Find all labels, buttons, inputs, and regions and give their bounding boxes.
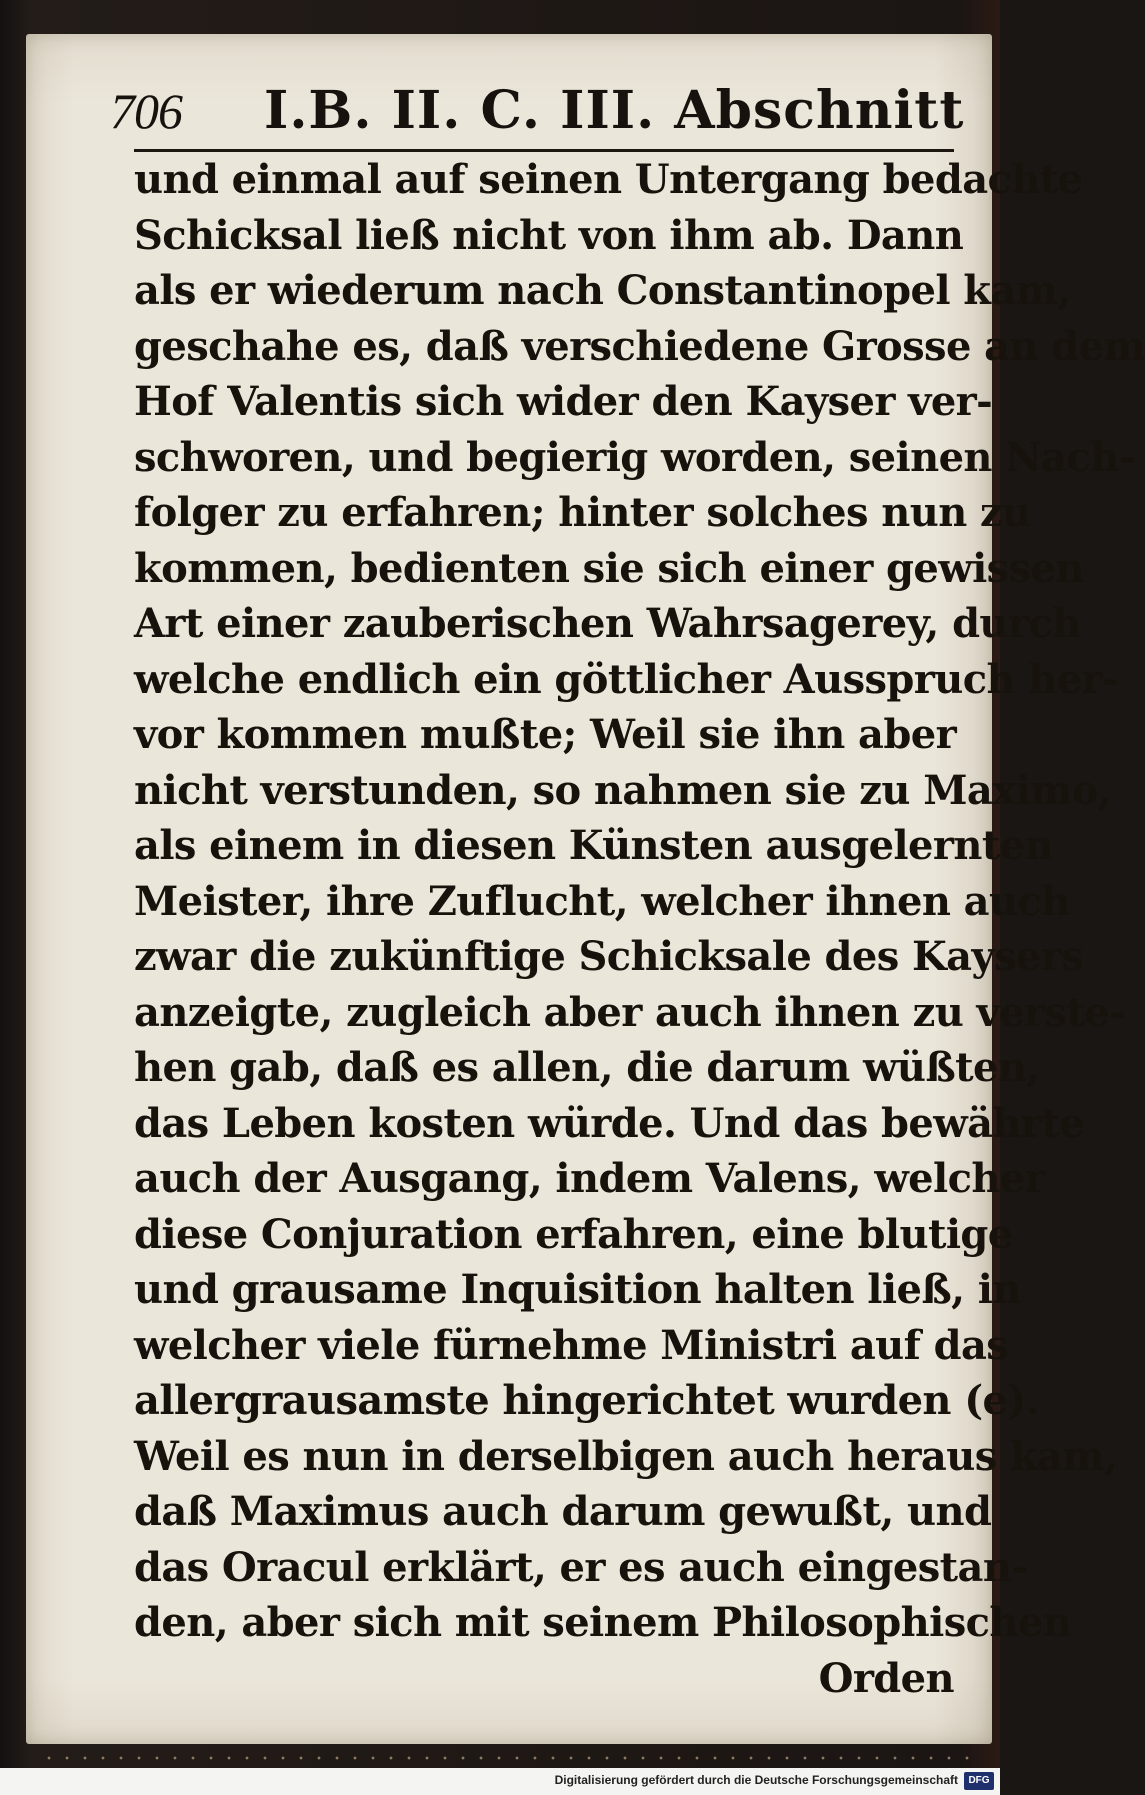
funding-credit: Digitalisierung gefördert durch die Deutsche Forschungsgemeinschaft: [554, 1773, 958, 1787]
text-line: auch der Ausgang, indem Valens, welcher: [134, 1155, 1046, 1202]
text-line: den, aber sich mit seinem Philosophischen: [134, 1599, 1072, 1646]
text-line: welcher viele fürnehme Ministri auf das: [134, 1321, 1009, 1369]
text-line: geschahe es, daß verschiedene Grosse an dem: [134, 322, 1145, 370]
text-line: Weil es nun in derselbigen auch heraus kam,: [134, 1432, 1118, 1480]
text-line: das Leben kosten würde. Und das bewährte: [134, 1099, 1085, 1147]
text-line: allergrausamste hingerichtet wurden (e).: [134, 1377, 1040, 1424]
text-line: welche endlich ein göttlicher Ausspruch her-: [134, 655, 1119, 703]
text-line: und einmal auf seinen Untergang bedachte: [134, 156, 1083, 203]
text-line: diese Conjuration erfahren, eine blutige: [134, 1210, 1013, 1258]
text-line: Hof Valentis sich wider den Kayser ver-: [134, 378, 993, 425]
text-line: vor kommen mußte; Weil sie ihn aber: [134, 711, 957, 758]
page-number: 706: [110, 83, 182, 139]
text-line: folger zu erfahren; hinter solches nun zu: [134, 489, 1031, 536]
text-line: als er wiederum nach Constantinopel kam,: [134, 267, 1071, 314]
text-line: Meister, ihre Zuflucht, welcher ihnen auch: [134, 877, 1070, 925]
dfg-logo: DFG: [964, 1772, 994, 1790]
text-line: Art einer zauberischen Wahrsagerey, durch: [134, 600, 1081, 647]
body-text: [134, 152, 1145, 1706]
text-line: daß Maximus auch darum gewußt, und: [134, 1488, 992, 1535]
text-line: schworen, und begierig worden, seinen Nach-: [134, 433, 1135, 481]
page-header: [86, 80, 965, 146]
text-line: und grausame Inquisition halten ließ, in: [134, 1266, 1021, 1313]
text-line: zwar die zukünftige Schicksale des Kaysers: [134, 933, 1084, 980]
text-line: kommen, bedienten sie sich einer gewissen: [134, 544, 1084, 592]
footer-bar: [0, 1768, 1000, 1795]
text-line: das Oracul erklärt, er es auch eingestan-: [134, 1543, 1028, 1591]
catchword: Orden: [818, 1654, 954, 1702]
text-line: Schicksal ließ nicht von ihm ab. Dann: [134, 211, 964, 259]
running-head: I.B. II. C. III. Abschnitt: [264, 80, 965, 141]
text-line: hen gab, daß es allen, die darum wüßten,: [134, 1044, 1040, 1091]
page-edge-dots: [40, 1755, 980, 1761]
text-line: nicht verstunden, so nahmen sie zu Maximo,: [134, 766, 1112, 814]
text-line: anzeigte, zugleich aber auch ihnen zu verste-: [134, 988, 1126, 1036]
text-line: als einem in diesen Künsten ausgelernten: [134, 822, 1054, 869]
